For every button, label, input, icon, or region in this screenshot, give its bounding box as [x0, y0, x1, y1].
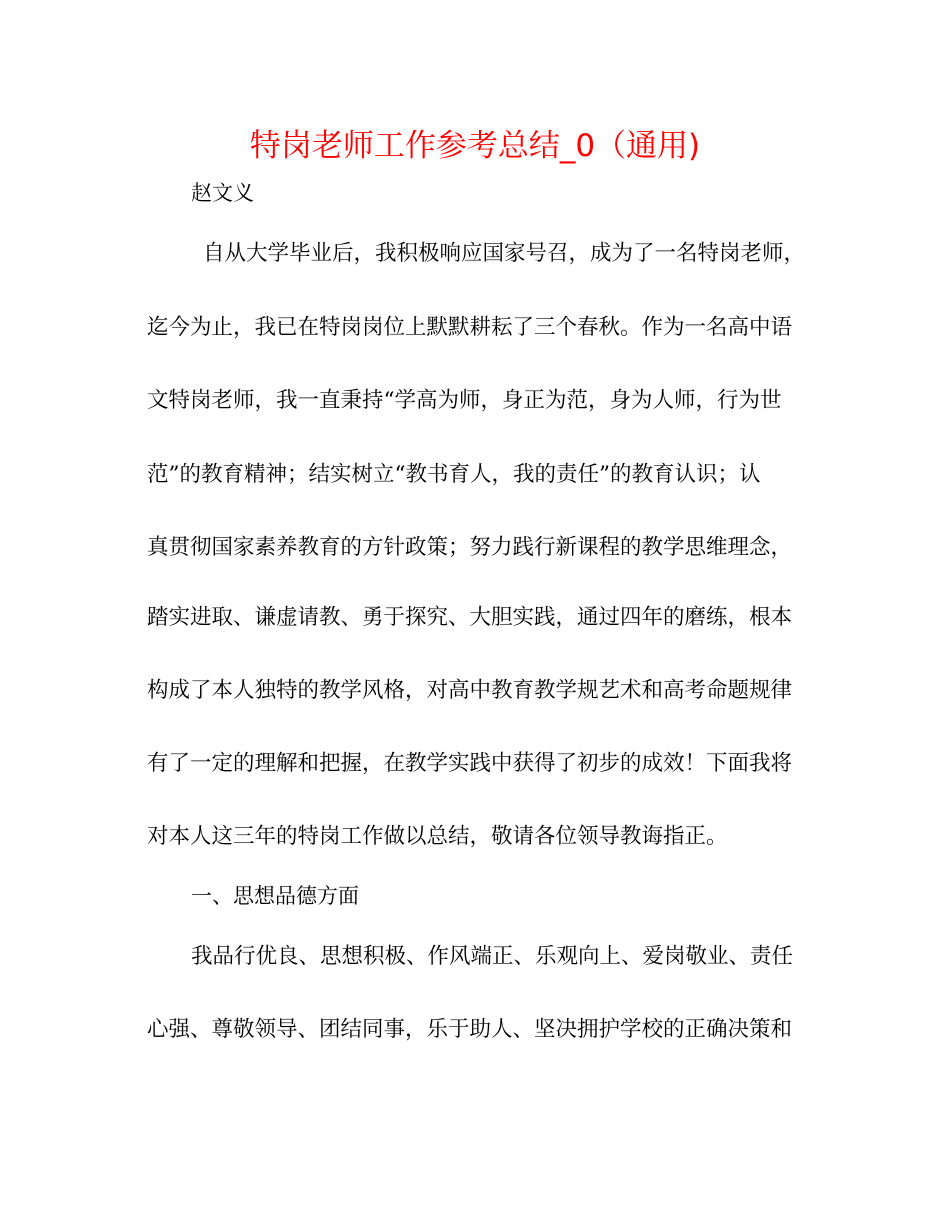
paragraph-1-line-6: 踏实进取、谦虚请教、勇于探究、大胆实践，通过四年的磨练，根本 — [147, 605, 793, 630]
paragraph-2-line-2: 心强、尊敬领导、团结同事，乐于助人、坚决拥护学校的正确决策和 — [147, 1017, 793, 1042]
paragraph-1-line-3: 文特岗老师，我一直秉持“学高为师，身正为范，身为人师，行为世 — [147, 388, 782, 413]
document-title: 特岗老师工作参考总结_0（通用) — [249, 128, 701, 164]
paragraph-1-line-1: 自从大学毕业后，我积极响应国家号召，成为了一名特岗老师， — [203, 241, 806, 266]
paragraph-1-line-4: 范”的教育精神；结实树立“教书育人，我的责任”的教育认识；认 — [147, 462, 761, 487]
paragraph-1-line-5: 真贯彻国家素养教育的方针政策；努力践行新课程的教学思维理念， — [147, 535, 793, 560]
author-name: 赵文义 — [191, 181, 254, 205]
paragraph-1-line-9: 对本人这三年的特岗工作做以总结，敬请各位领导教诲指正。 — [147, 824, 728, 849]
section-heading: 一、思想品德方面 — [191, 884, 359, 908]
paragraph-2-line-1: 我品行优良、思想积极、作风端正、乐观向上、爱岗敬业、责任 — [191, 944, 794, 969]
paragraph-1-line-7: 构成了本人独特的教学风格，对高中教育教学规艺术和高考命题规律 — [147, 678, 793, 703]
paragraph-1-line-8: 有了一定的理解和把握，在教学实践中获得了初步的成效！下面我将 — [147, 751, 793, 776]
paragraph-1-line-2: 迄今为止，我已在特岗岗位上默默耕耘了三个春秋。作为一名高中语 — [147, 315, 793, 340]
